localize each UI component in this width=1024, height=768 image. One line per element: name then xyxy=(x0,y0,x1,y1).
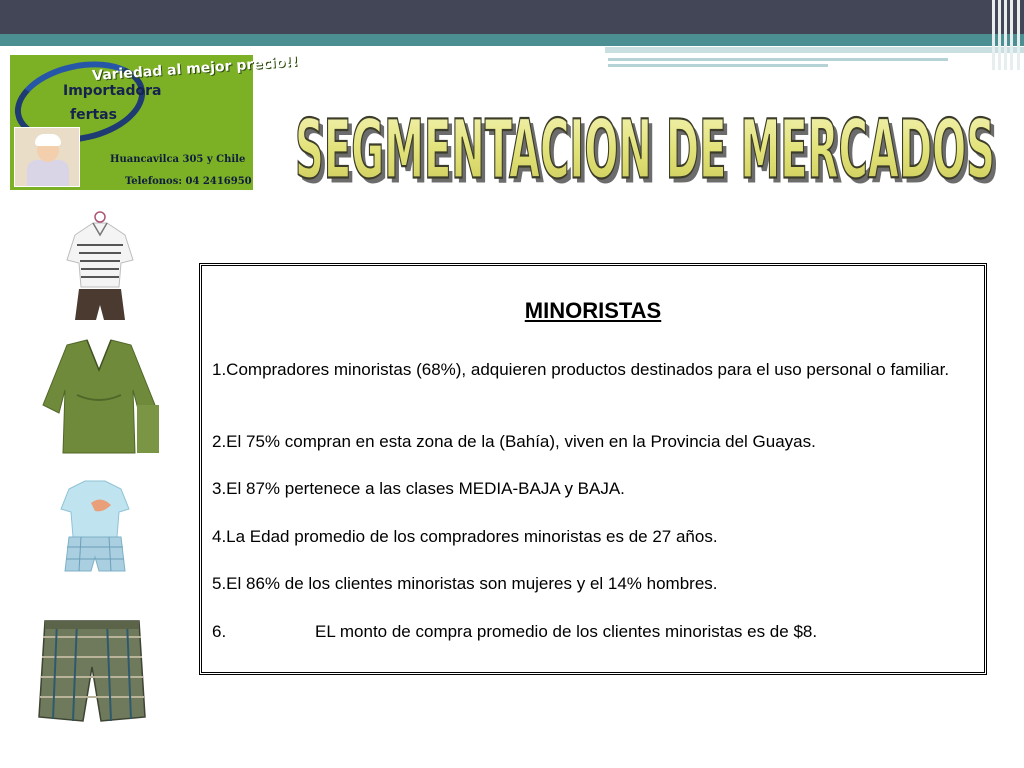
list-item: 4.La Edad promedio de los compradores minoristas es de 27 años. xyxy=(212,527,718,546)
slide-title-shadow: SEGMENTACION DE MERCADOS xyxy=(299,107,999,202)
panel-heading: MINORISTAS xyxy=(524,298,662,323)
blue-kids-outfit-image xyxy=(55,475,135,585)
logo-name-line2: fertas xyxy=(70,107,117,123)
company-logo xyxy=(10,53,299,190)
list-item xyxy=(212,620,972,643)
plaid-shorts-image xyxy=(37,617,147,727)
list-item: 1.Compradores minoristas (68%), adquieren productos destinados para el uso personal o familiar. xyxy=(212,360,950,379)
teal-band xyxy=(0,34,1024,46)
list-item: 2.El 75% compran en esta zona de la (Bahía), viven en la Provincia del Guayas. xyxy=(212,432,816,451)
slide-title xyxy=(280,95,1010,225)
list-item-text: EL monto de compra promedio de los clientes minoristas es de $8. xyxy=(315,622,818,641)
logo-name-line1: Importadora xyxy=(63,83,162,99)
top-band xyxy=(0,0,1024,34)
accent-line xyxy=(608,58,948,61)
minoristas-panel xyxy=(199,263,987,675)
list-item-number: 6. xyxy=(212,622,227,641)
logo-address: Huancavilca 305 y Chile xyxy=(110,154,246,165)
slide-title-text: SEGMENTACION DE MERCADOS xyxy=(295,102,995,197)
list-item: 3.El 87% pertenece a las clases MEDIA-BAJA y BAJA. xyxy=(212,479,625,498)
vertical-stripes xyxy=(990,0,1024,70)
accent-line xyxy=(608,64,828,67)
green-blouse-image xyxy=(37,335,162,460)
striped-shirt-outfit-image xyxy=(55,205,145,330)
logo-tagline: Variedad al mejor precio!! xyxy=(91,53,299,85)
accent-line xyxy=(605,47,1024,53)
baby-photo xyxy=(14,127,80,187)
logo-phone: Telefonos: 04 2416950 xyxy=(125,176,252,187)
list-item: 5.El 86% de los clientes minoristas son mujeres y el 14% hombres. xyxy=(212,574,718,593)
